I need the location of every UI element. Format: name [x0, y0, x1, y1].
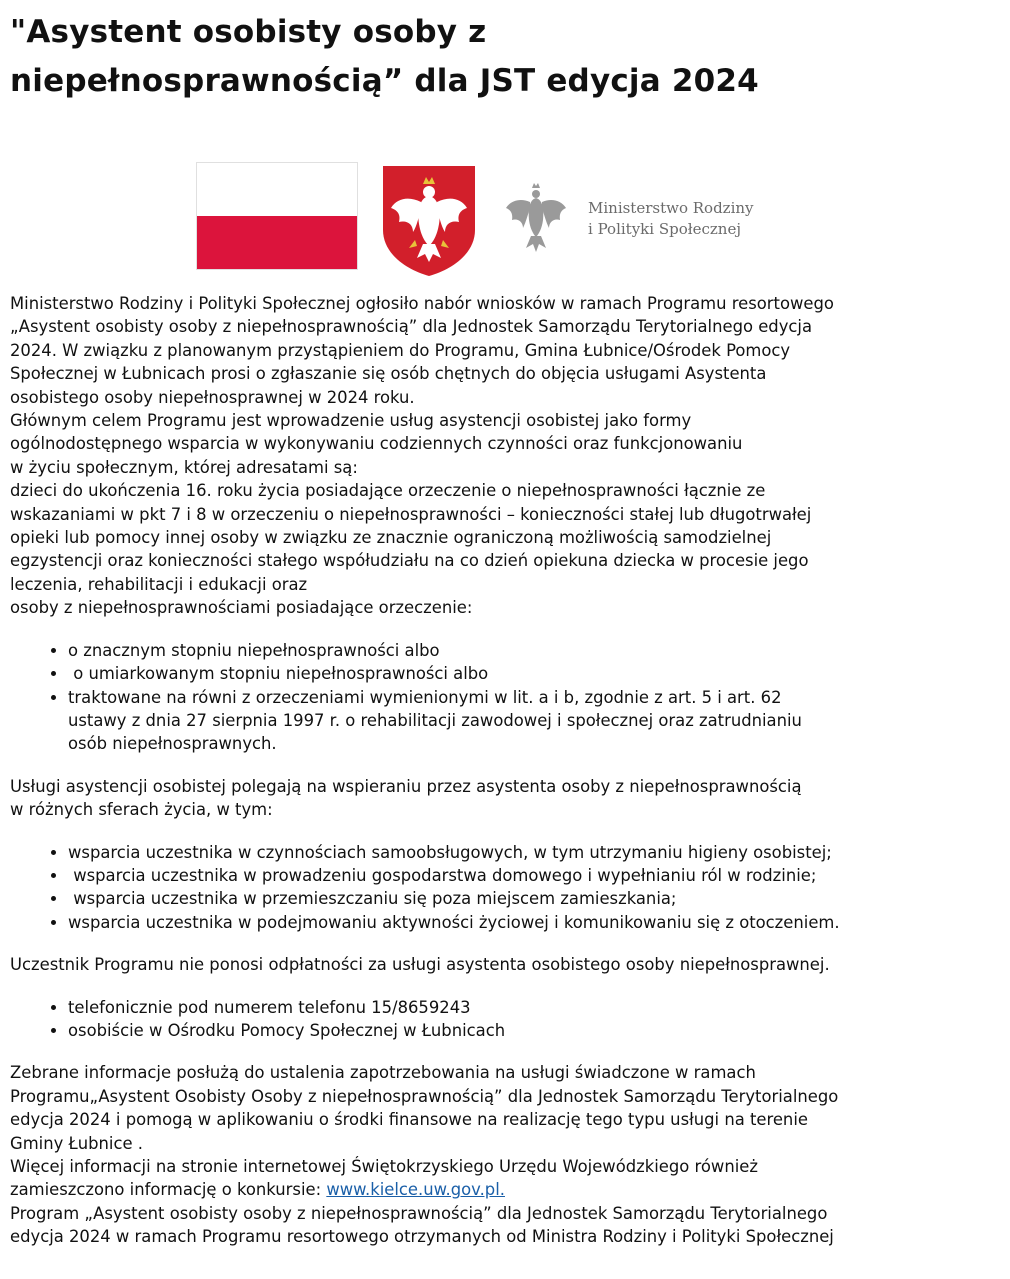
- list-item: • telefonicznie pod numerem telefonu 15/8659243: [68, 996, 975, 1019]
- services-list: [10, 841, 975, 935]
- polish-coat-of-arms-icon: [379, 162, 479, 278]
- text-line: leczenia, rehabilitacji i edukacji oraz: [10, 574, 308, 594]
- list-item: • wsparcia uczestnika w czynnościach samoobsługowych, w tym utrzymaniu higieny osobistej;: [68, 841, 975, 864]
- list-item: • traktowane na równi z orzeczeniami wymienionymi w lit. a i b, zgodnie z art. 5 i art. 62 ustawy z dnia 27 sierpnia 1997 r. o rehabilitacji zawodowej i społecznej oraz zatrudnianiu osób niepełnosprawnych.: [68, 686, 975, 756]
- title-line-2: niepełnosprawnością” dla JST edycja 2024: [10, 63, 759, 99]
- ministry-eagle-icon: [501, 180, 571, 256]
- polish-flag-icon: [196, 162, 358, 270]
- text-line: w różnych sferach życia, w tym:: [10, 800, 273, 820]
- services-paragraph: [10, 775, 975, 822]
- text-line: ogólnodostępnego wsparcia w wykonywaniu codziennych czynności oraz funkcjonowaniu: [10, 434, 743, 454]
- text-line: opieki lub pomocy innej osoby w związku ze znacznie ograniczoną możliwością samodzielnej: [10, 528, 772, 548]
- list-item: • wsparcia uczestnika w przemieszczaniu się poza miejscem zamieszkania;: [68, 887, 975, 910]
- text-line: 2024. W związku z planowanym przystąpieniem do Programu, Gmina Łubnice/Ośrodek Pomocy: [10, 340, 791, 360]
- list-item: • wsparcia uczestnika w podejmowaniu aktywności życiowej i komunikowaniu się z otoczeniem.: [68, 911, 975, 934]
- text-line: Zebrane informacje posłużą do ustalenia zapotrzebowania na usługi świadczone w ramach: [10, 1063, 756, 1083]
- free-of-charge-note: Uczestnik Programu nie ponosi odpłatności za usługi asystenta osobistego osoby niepełnosprawnej.: [10, 955, 830, 975]
- text-line: Społecznej w Łubnicach prosi o zgłaszanie się osób chętnych do objęcia usługami Asystenta: [10, 364, 767, 384]
- closing-paragraph: [10, 1061, 975, 1248]
- text-line: egzystencji oraz konieczności stałego współudziału na co dzień opiekuna dziecka w procesie jego: [10, 551, 809, 571]
- logo-banner: [196, 162, 766, 278]
- text-line: „Asystent osobisty osoby z niepełnosprawnością” dla Jednostek Samorządu Terytorialnego edycja: [10, 317, 813, 337]
- kielce-uw-link[interactable]: www.kielce.uw.gov.pl.: [326, 1180, 505, 1200]
- text-line: Głównym celem Programu jest wprowadzenie usług asystencji osobistej jako formy: [10, 411, 692, 431]
- article-body: [10, 292, 975, 1249]
- ministry-name-line-2: i Polityki Społecznej: [588, 220, 741, 238]
- list-item: • o umiarkowanym stopniu niepełnosprawności albo: [68, 662, 975, 685]
- text-line: w życiu społecznym, której adresatami są:: [10, 457, 358, 477]
- text-line: Usługi asystencji osobistej polegają na wspieraniu przez asystenta osoby z niepełnosprawnością: [10, 776, 802, 796]
- article: [10, 0, 970, 106]
- text-line: edycja 2024 i pomogą w aplikowaniu o środki finansowe na realizację tego typu usługi na terenie: [10, 1110, 808, 1130]
- ministry-name: [588, 198, 754, 240]
- text-line: Ministerstwo Rodziny i Polityki Społecznej ogłosiło nabór wniosków w ramach Programu resortowego: [10, 294, 834, 313]
- text-line: Więcej informacji na stronie internetowej Świętokrzyskiego Urzędu Wojewódzkiego również: [10, 1157, 758, 1176]
- list-item: • osobiście w Ośrodku Pomocy Społecznej w Łubnicach: [68, 1019, 975, 1042]
- text-line: edycja 2024 w ramach Programu resortowego otrzymanych od Ministra Rodziny i Polityki Społecznej: [10, 1227, 834, 1247]
- text-line: osoby z niepełnosprawnościami posiadające orzeczenie:: [10, 598, 473, 618]
- text-line: osobistego osoby niepełnosprawnej w 2024 roku.: [10, 387, 415, 407]
- list-item: • wsparcia uczestnika w prowadzeniu gospodarstwa domowego i wypełnianiu ról w rodzinie;: [68, 864, 975, 887]
- text-line: Program „Asystent osobisty osoby z niepełnosprawnością” dla Jednostek Samorządu Terytorialnego: [10, 1203, 828, 1223]
- text-line: zamieszczono informację o konkursie:: [10, 1180, 327, 1200]
- ministry-name-line-1: Ministerstwo Rodziny: [588, 199, 754, 217]
- text-line: Gminy Łubnice .: [10, 1133, 143, 1153]
- list-item: • o znacznym stopniu niepełnosprawności albo: [68, 639, 975, 662]
- text-line: wskazaniami w pkt 7 i 8 w orzeczeniu o niepełnosprawności – konieczności stałej lub długotrwałej: [10, 504, 812, 524]
- text-line: dzieci do ukończenia 16. roku życia posiadające orzeczenie o niepełnosprawności łącznie ze: [10, 481, 766, 501]
- contact-list: [10, 996, 975, 1043]
- intro-paragraph: [10, 292, 975, 620]
- text-line: Programu„Asystent Osobisty Osoby z niepełnosprawnością” dla Jednostek Samorządu Terytorialnego: [10, 1086, 839, 1106]
- disability-degree-list: [10, 639, 975, 756]
- page-title: [10, 8, 970, 106]
- title-line-1: "Asystent osobisty osoby z: [10, 14, 487, 50]
